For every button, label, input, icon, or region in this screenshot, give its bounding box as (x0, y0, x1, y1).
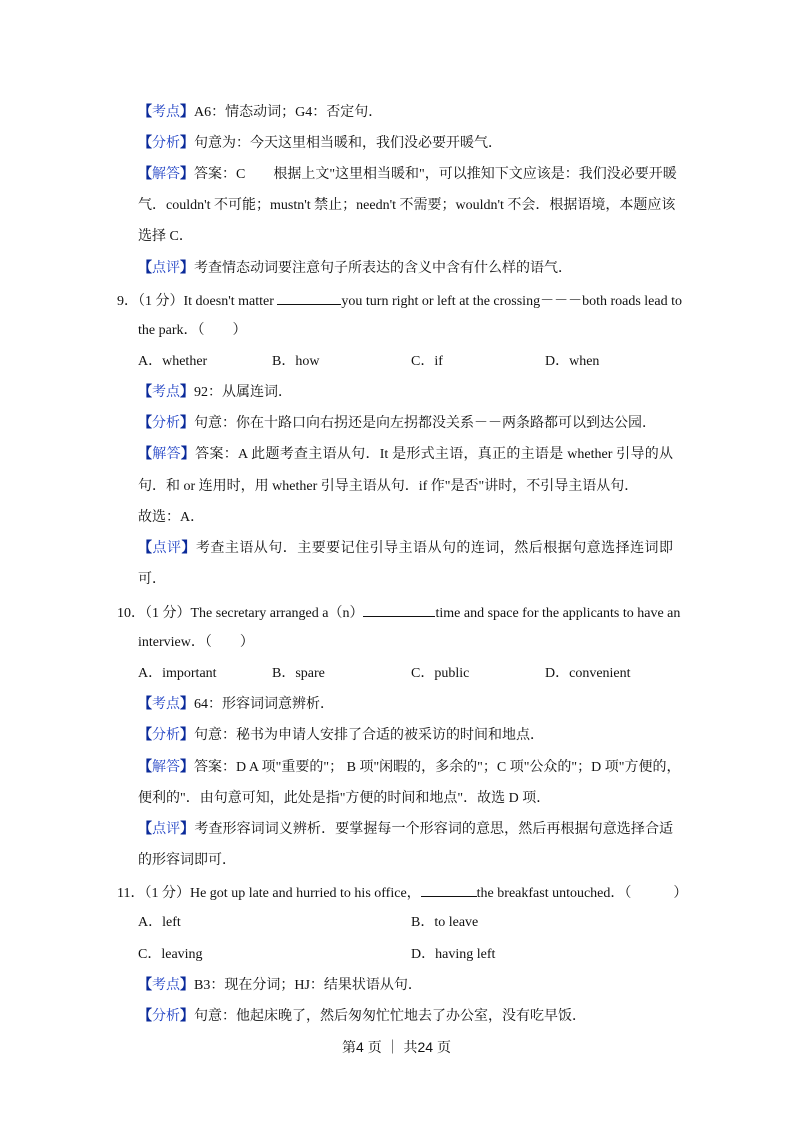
dianping-text: 考查形容词词义辨析．要掌握每一个形容词的意思，然后再根据句意选择合适 (194, 822, 674, 837)
q8-jieda-line2: 气．couldn't 不可能；mustn't 禁止；needn't 不需要；wouldn't 不会．根据语境，本题应该 (138, 198, 676, 213)
fenxi-text: 句意：你在十路口向右拐还是向左拐都没关系－－两条路都可以到达公园． (194, 416, 656, 431)
answer-blank (363, 602, 435, 617)
q10-stem (117, 602, 681, 622)
tag-fenxi: 【分析】 (138, 136, 194, 151)
q10-jieda-line2: 便利的"．由句意可知，此处是指"方便的时间和地点"．故选 D 项． (138, 791, 551, 806)
stem-text: 10．（1 分）The secretary arranged a（n） (117, 606, 364, 621)
option-a: A．whether (138, 354, 208, 369)
jieda-text: 答案：D A 项"重要的"； B 项"闲暇的，多余的"；C 项"公众的"；D 项"方便的， (194, 760, 681, 775)
q8-kaodian (138, 103, 673, 123)
kaodian-text: 64：形容词词意辨析． (194, 697, 334, 712)
q9-dianping-line2: 可． (138, 572, 166, 587)
kaodian-text: B3：现在分词；HJ：结果状语从句． (194, 978, 422, 993)
option-d: D．when (545, 354, 600, 369)
fenxi-text: 句意为：今天这里相当暖和，我们没必要开暖气． (194, 136, 502, 151)
q10-dianping (138, 820, 673, 840)
option-b: B．to leave (411, 915, 479, 930)
q10-fenxi (138, 726, 673, 746)
stem-text: you turn right or left at the crossing－－－both roads lead to (341, 294, 682, 309)
q9-dianping (138, 539, 673, 559)
stem-text: the breakfast untouched．（ ） (476, 886, 688, 901)
jieda-text: 答案：C 根据上文"这里相当暖和"，可以推知下文应该是：我们没必要开暖 (194, 167, 677, 182)
page-footer: 第4 页 ｜ 共24 页 (342, 1039, 451, 1055)
option-a: A．left (138, 915, 181, 930)
dianping-text: 考查主语从句．主要要记住引导主语从句的连词，然后根据句意选择连词即 (195, 541, 674, 556)
option-d: D．convenient (545, 666, 631, 681)
stem-text: 9．（1 分）It doesn't matter (117, 294, 278, 309)
kaodian-text: A6：情态动词；G4：否定句． (194, 105, 383, 120)
q10-options (138, 664, 673, 684)
q8-dianping (138, 259, 673, 279)
q11-stem (117, 882, 688, 902)
tag-dianping: 【点评】 (138, 822, 195, 837)
tag-kaodian: 【考点】 (138, 105, 194, 120)
q9-jieda (138, 445, 673, 465)
fenxi-text: 句意：他起床晚了，然后匆匆忙忙地去了办公室，没有吃早饭． (194, 1009, 586, 1024)
kaodian-text: 92：从属连词． (194, 385, 292, 400)
tag-jieda: 【解答】 (138, 760, 194, 775)
stem-text: time and space for the applicants to have an (435, 606, 681, 621)
q9-options (138, 352, 673, 372)
option-d: D．having left (411, 947, 496, 962)
q9-fenxi (138, 414, 673, 434)
tag-kaodian: 【考点】 (138, 385, 194, 400)
tag-fenxi: 【分析】 (138, 728, 194, 743)
tag-fenxi: 【分析】 (138, 1009, 194, 1024)
tag-jieda: 【解答】 (138, 447, 196, 462)
tag-kaodian: 【考点】 (138, 978, 194, 993)
q8-jieda-line3: 选择 C． (138, 229, 193, 244)
q10-dianping-line2: 的形容词即可． (138, 853, 236, 868)
option-c: C．if (411, 354, 443, 369)
q8-jieda (138, 165, 677, 185)
tag-dianping: 【点评】 (138, 541, 196, 556)
jieda-text: 答案：A 此题考查主语从句．It 是形式主语，真正的主语是 whether 引导的从 (195, 447, 674, 462)
tag-fenxi: 【分析】 (138, 416, 194, 431)
option-c: C．public (411, 666, 470, 681)
q9-kaodian (138, 383, 673, 403)
option-a: A．important (138, 666, 217, 681)
q9-stem (117, 290, 682, 310)
fenxi-text: 句意：秘书为申请人安排了合适的被采访的时间和地点． (194, 728, 544, 743)
q11-fenxi (138, 1007, 673, 1027)
option-c: C．leaving (138, 947, 203, 962)
q10-stem-line2: interview．（ ） (138, 635, 254, 650)
q9-jieda-line2: 句．和 or 连用时，用 whether 引导主语从句．if 作"是否"讲时，不引导主语从句． (138, 479, 639, 494)
dianping-text: 考查情态动词要注意句子所表达的含义中含有什么样的语气． (194, 261, 572, 276)
answer-blank (277, 290, 341, 305)
q9-guxuan: 故选：A． (138, 510, 205, 525)
q9-stem-line2: the park．（ ） (138, 323, 247, 338)
answer-blank (421, 882, 477, 897)
q11-options-row1 (138, 913, 673, 933)
tag-kaodian: 【考点】 (138, 697, 194, 712)
stem-text: 11．（1 分）He got up late and hurried to his office， (117, 886, 421, 901)
q10-kaodian (138, 695, 673, 715)
q11-options-row2 (138, 945, 673, 965)
tag-jieda: 【解答】 (138, 167, 194, 182)
q10-jieda (138, 758, 681, 778)
q11-kaodian (138, 976, 673, 996)
q8-fenxi (138, 134, 673, 154)
option-b: B．spare (272, 666, 325, 681)
tag-dianping: 【点评】 (138, 261, 194, 276)
option-b: B．how (272, 354, 320, 369)
